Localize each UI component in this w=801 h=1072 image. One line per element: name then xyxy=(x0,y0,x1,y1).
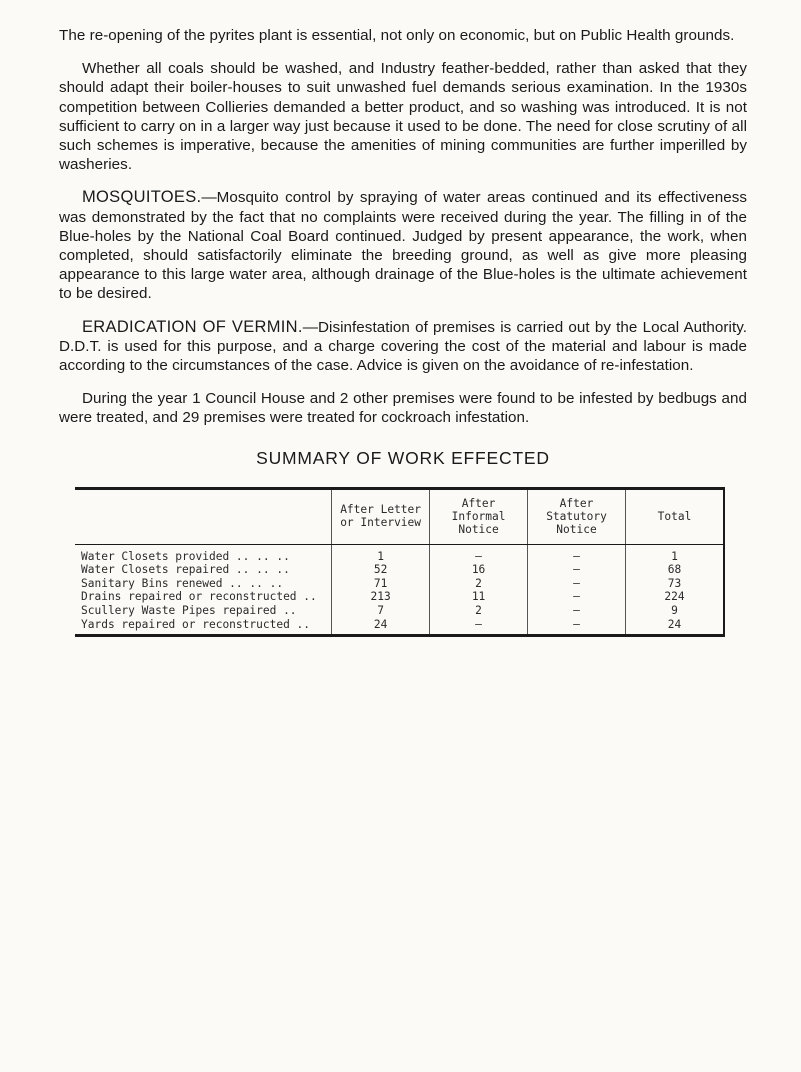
row-label: Sanitary Bins renewed .. .. .. xyxy=(81,576,284,590)
table-row xyxy=(75,544,724,563)
cell-after-informal: — xyxy=(430,544,528,563)
cell-after-informal: 2 xyxy=(430,577,528,591)
table-header-row xyxy=(75,488,724,544)
cell-after-statutory: — xyxy=(528,618,626,636)
row-label: Drains repaired or reconstructed .. xyxy=(81,590,317,604)
paragraph-vermin xyxy=(59,318,747,376)
table-row xyxy=(75,604,724,618)
row-label: Water Closets repaired .. .. .. xyxy=(81,563,290,577)
cell-after-letter: 24 xyxy=(332,618,430,636)
header-total: Total xyxy=(625,488,724,544)
header-after-statutory: After Statutory Notice xyxy=(528,488,626,544)
cell-after-informal: 11 xyxy=(430,590,528,604)
section-heading-vermin: ERADICATION OF VERMIN. xyxy=(82,317,303,336)
summary-title: SUMMARY OF WORK EFFECTED xyxy=(256,447,550,468)
cell-after-letter: 213 xyxy=(332,590,430,604)
cell-after-informal: 2 xyxy=(430,604,528,618)
header-after-letter: After Letter or Interview xyxy=(332,488,430,544)
cell-total: 73 xyxy=(625,577,724,591)
paragraph-mosquitoes-text: —Mosquito control by spraying of water areas continued and its effectiveness was demonstrated by the fact that no complaints were received during the year. The filling in of the Blue-holes by the National Coal Board continued. Judged by present appearance, the work, when completed, should satisfactorily eliminate the breeding ground, as well as give more pleasing appearance to this large water area, although drainage of the Blue-holes is the ultimate achievement to be desired. xyxy=(59,189,747,303)
cell-after-letter: 7 xyxy=(332,604,430,618)
header-blank xyxy=(75,488,332,544)
cell-after-informal: — xyxy=(430,618,528,636)
cell-after-letter: 1 xyxy=(332,544,430,563)
row-label: Scullery Waste Pipes repaired .. xyxy=(81,604,297,618)
cell-after-informal: 16 xyxy=(430,563,528,577)
paragraph-coal-washing: Whether all coals should be washed, and Industry feather-bedded, rather than asked that they should adapt their boiler-houses to suit unwashed fuel demands serious examination. In the 1930s competition between Collieries demanded a better product, and so washing was introduced. It is not sufficient to carry on in a larger way just because it used to be done. The need for close scrutiny of all such schemes is imperative, because the amenities of mining communities are further imperilled by washeries. xyxy=(59,60,747,174)
paragraph-mosquitoes xyxy=(59,188,747,303)
table-row xyxy=(75,577,724,591)
cell-total: 68 xyxy=(625,563,724,577)
paragraph-vermin-text: —Disinfestation of premises is carried out by the Local Authority. D.D.T. is used for this purpose, and a charge covering the cost of the material and labour is made according to the circumstances of the case. Advice is given on the avoidance of re-infestation. xyxy=(59,318,748,375)
table-row xyxy=(75,590,724,604)
document-page xyxy=(59,26,747,637)
cell-total: 24 xyxy=(625,618,724,636)
cell-total: 224 xyxy=(625,590,724,604)
cell-after-letter: 52 xyxy=(332,563,430,577)
cell-after-statutory: — xyxy=(528,544,626,563)
cell-after-statutory: — xyxy=(528,604,626,618)
table-row xyxy=(75,618,724,636)
header-after-informal: After Informal Notice xyxy=(430,488,528,544)
cell-after-statutory: — xyxy=(528,563,626,577)
row-label: Yards repaired or reconstructed .. xyxy=(81,617,311,631)
row-label: Water Closets provided .. .. .. xyxy=(81,549,290,563)
cell-total: 1 xyxy=(625,544,724,563)
cell-after-statutory: — xyxy=(528,577,626,591)
paragraph-bedbugs: During the year 1 Council House and 2 other premises were found to be infested by bedbugs and were treated, and 29 premises were treated for cockroach infestation. xyxy=(59,390,747,427)
paragraph-pyrites: The re-opening of the pyrites plant is essential, not only on economic, but on Public Health grounds. xyxy=(59,27,735,44)
cell-total: 9 xyxy=(625,604,724,618)
cell-after-statutory: — xyxy=(528,590,626,604)
section-heading-mosquitoes: MOSQUITOES. xyxy=(82,188,202,207)
cell-after-letter: 71 xyxy=(332,577,430,591)
table-row xyxy=(75,563,724,577)
summary-table xyxy=(75,487,725,638)
